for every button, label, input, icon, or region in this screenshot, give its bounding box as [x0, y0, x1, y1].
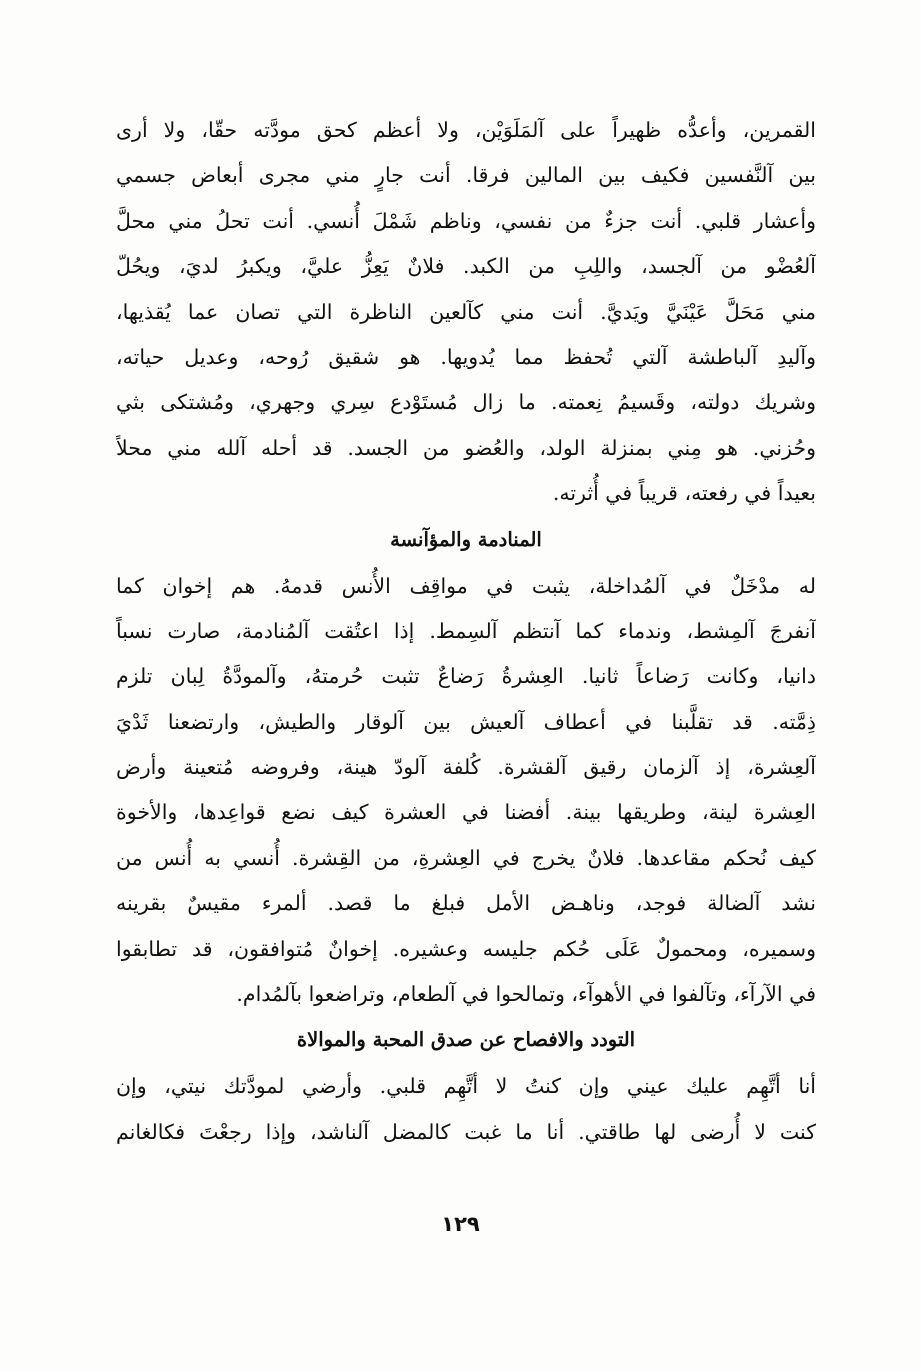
- section-heading-nadama: المنادمة والمؤآنسة: [390, 527, 542, 551]
- text-line: مني مَحَلَّ عَيْنَيَّ ويَديَّ. أنت مني كآلعين الناظرة التي تصان عما يُقذيها،: [116, 299, 816, 324]
- text-line: دانيا، وكانت رَضاعاً ثانيا. العِشرةُ رَضاعٌ تثبت حُرمتهُ، وآلمودَّةُ لِبان تلزم: [116, 664, 816, 689]
- text-line: ذِمَّته. قد تقلَّبنا في أعطاف آلعيش بين آلوقار والطيش، وارتضعنا ثَدْيَ: [116, 709, 816, 734]
- paragraph-2: [116, 564, 816, 1018]
- text-line: وآليدِ آلباطشة آلتي تُحفظ مما يُدويها. هو شقيق رُوحه، وعديل حياته،: [116, 344, 816, 369]
- text-line: أنا أتَّهِم عليك عيني وإن كنتُ لا أتَّهِم قلبي. وأرضي لمودَّتك نيتي، وإن: [116, 1074, 816, 1099]
- text-line: وشريك دولته، وقَسيمُ نِعمته. ما زال مُستَوْدع سِري وجهري، ومُشتكى بثي: [116, 390, 816, 415]
- text-line: في الآرآء، وتآلفوا في الأهوآء، وتمالحوا في آلطعام، وتراضعوا بآلمُدام.: [236, 982, 816, 1007]
- text-line: وحُزني. هو مِني بمنزلة الولد، والعُضو من الجسد. قد أحله آلله مني محلاً: [116, 435, 816, 460]
- text-line: بين آلنَّفسين فكيف بين المالين فرقا. أنت جارٍ مني مجرى أبعاض جسمي: [116, 163, 816, 188]
- page-body: [116, 108, 816, 1155]
- page-number: ١٢٩: [441, 1212, 480, 1236]
- text-line: كيف نُحكم مقاعدها. فلانٌ يخرج في العِشرةِ، من القِشرة. أُنسي به أُنس من: [116, 845, 816, 870]
- text-line: كنت لا أُرضى لها طاقتي. أنا ما غبت كالمضل آلناشد، وإذا رجعْتَ فكالغانم: [116, 1119, 816, 1144]
- text-line: بعيداً في رفعته، قريباً في أُثرته.: [552, 481, 816, 506]
- text-line: نشد آلضالة فوجد، وناهـض الأمل فبلغ ما قصد. ألمرء مقيسٌ بقرينه: [116, 891, 816, 916]
- text-line: القمرين، وأعدُّه ظهيراً على آلمَلَوَيْن، ولا أعظم كحق مودَّته حقّا، ولا أرى: [116, 118, 816, 142]
- section-heading-tawaddud: التودد والافصاح عن صدق المحبة والموالاة: [296, 1028, 636, 1052]
- text-line: آلعُضْو من آلجسد، واللِبِ من الكبد. فلانٌ يَعِزُّ عليَّ، ويكبرُ لديَ، ويحُلّ: [116, 254, 816, 279]
- text-line: آلعِشرة، إذ آلزمان رقيق آلقشرة. كُلفة آلودّ هينة، وفروضه مُتعينة وأرض: [116, 755, 816, 780]
- text-line: آنفرجَ آلمِشط، وندماء كما آنتظم آلسِمط. إذا اعتُقت آلمُنادمة، صارت نسباً: [116, 618, 816, 643]
- text-line: وسميره، ومحمولٌ عَلَى حُكم جليسه وعشيره. إخوانٌ مُتوافقون، قد تطابقوا: [116, 936, 816, 961]
- text-line: وأعشار قلبي. أنت جزءٌ من نفسي، وناظم شَمْلَ أُنسي. أنت تحلُ مني محلَّ: [116, 208, 816, 233]
- text-line: له مدْخَلٌ في آلمُداخلة، يثبت في مواقِف الأُنس قدمهُ. هم إخوان كما: [116, 573, 816, 598]
- paragraph-3: [116, 1064, 816, 1155]
- paragraph-1: [116, 108, 816, 517]
- text-line: العِشرة لينة، وطريقها بينة. أفضنا في العشرة كيف نضع قواعِدها، والأخوة: [116, 800, 816, 825]
